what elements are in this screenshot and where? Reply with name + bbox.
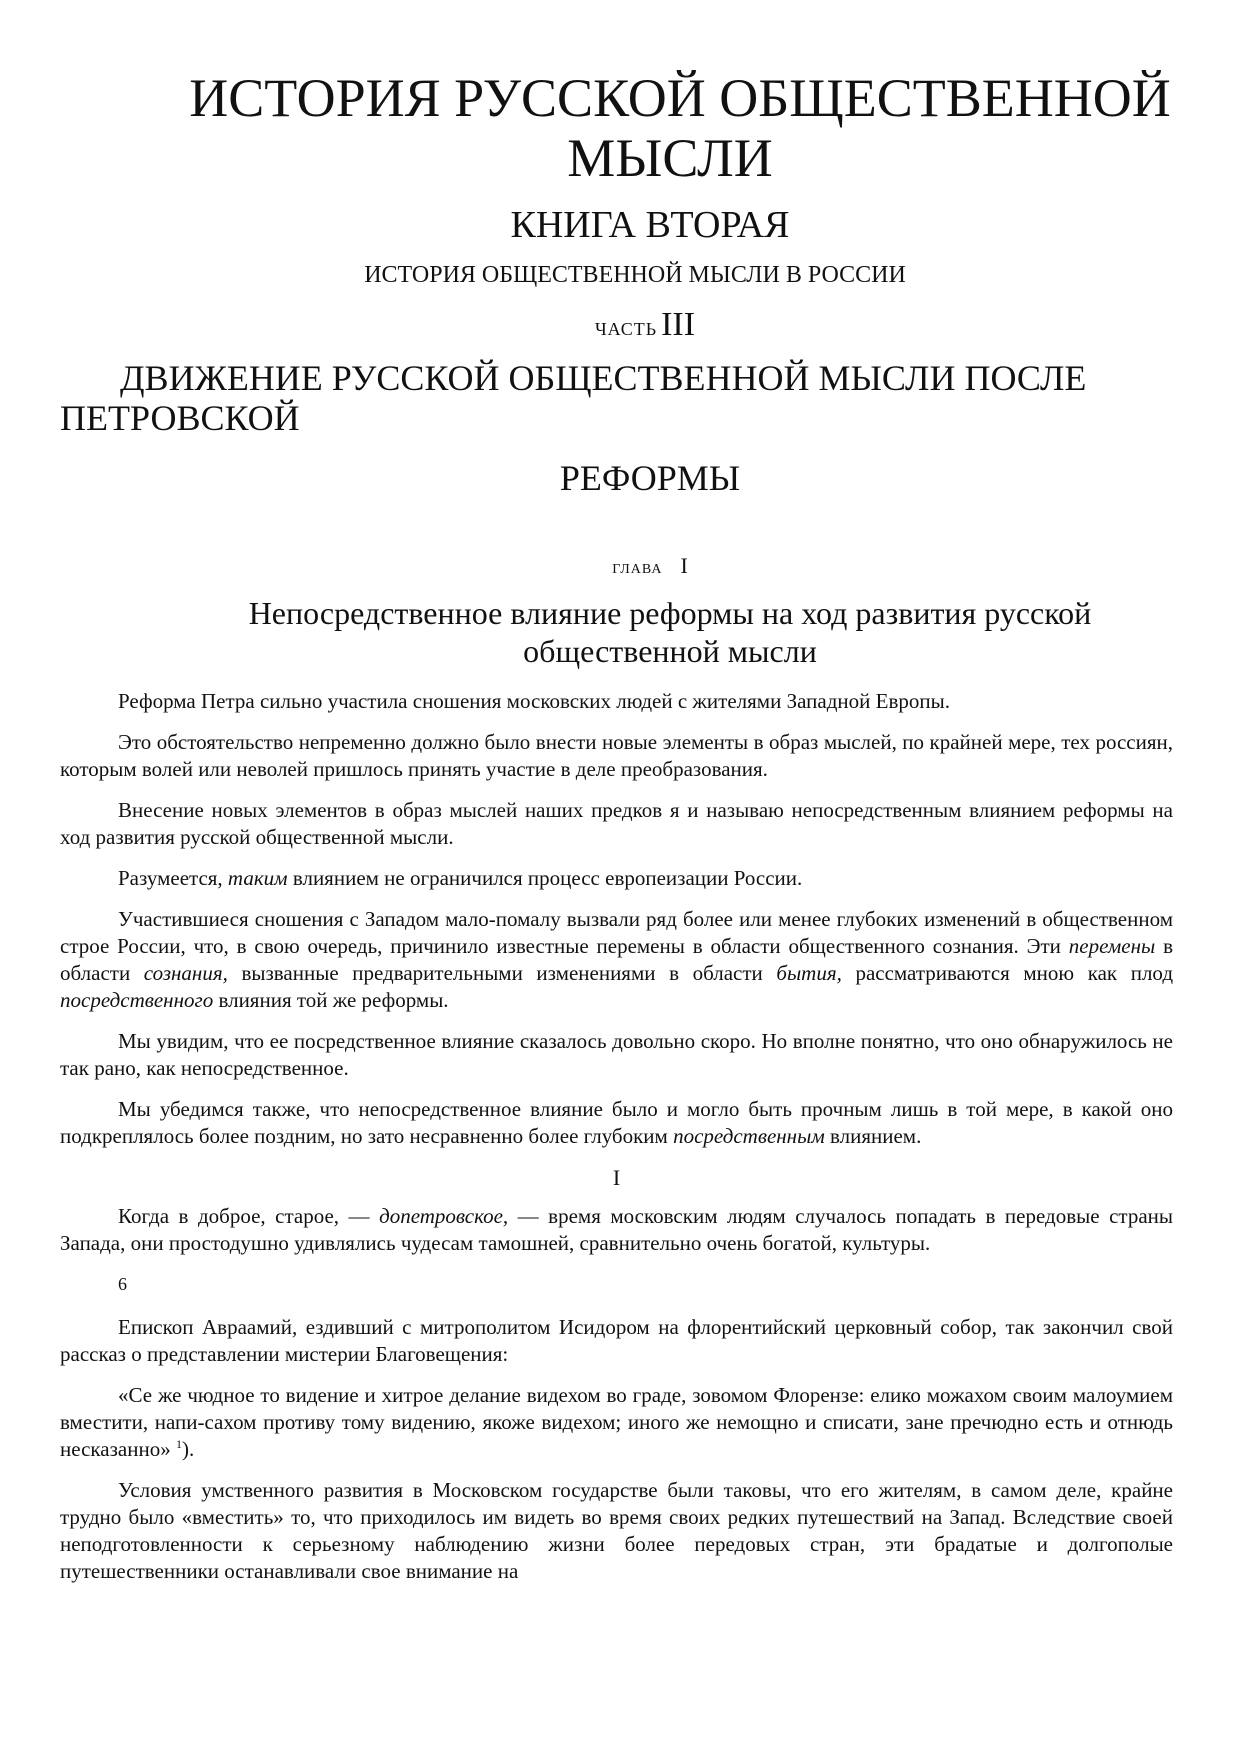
chapter-heading: [0, 553, 1240, 579]
emphasis: посредственным: [673, 1124, 825, 1148]
paragraph: Участившиеся сношения с Западом мало-помалу вызвали ряд более или менее глубоких изменений в общественном строе России, что, в свою очередь, причинило известные перемены в области общественного сознания. Эти перемены в области сознания, вызванные предварительными изменениями в области бытия, рассматриваются мною как плод посредственного влияния той же реформы.: [60, 907, 1173, 1012]
part-label: ЧАСТЬ: [594, 319, 658, 339]
part-heading: [0, 306, 1240, 344]
main-title: [0, 68, 1240, 188]
chapter-title: Непосредственное влияние реформы на ход развития русской общественной мысли: [248, 595, 1092, 669]
body-text: [60, 688, 1173, 1599]
book-heading: КНИГА ВТОРАЯ: [510, 204, 790, 246]
paragraph: Разумеется, таким влиянием не ограничился процесс европеизации России.: [118, 866, 803, 890]
paragraph: Епископ Авраамий, ездивший с митрополитом Исидором на флорентийский церковный собор, так закончил свой рассказ о представлении мистерии Благовещения:: [60, 1315, 1173, 1366]
part-title: [60, 358, 1190, 438]
subtitle-heading: ИСТОРИЯ ОБЩЕСТВЕННОЙ МЫСЛИ В РОССИИ: [364, 262, 906, 288]
main-title-line-2: МЫСЛИ: [567, 128, 773, 188]
emphasis: посредственного: [60, 988, 214, 1012]
paragraph: Мы увидим, что ее посредственное влияние сказалось довольно скоро. Но вполне понятно, что оно обнаружилось не так рано, как непосредственное.: [60, 1029, 1173, 1080]
paragraph: Мы убедимся также, что непосредственное влияние было и могло быть прочным лишь в той мере, в какой оно подкреплялось более поздним, но зато несравненно более глубоким посредственным влиянием.: [60, 1097, 1173, 1148]
chapter-label: ГЛАВА: [612, 562, 663, 577]
emphasis: перемены: [1068, 934, 1156, 958]
chapter-number: I: [680, 553, 688, 578]
paragraph: Когда в доброе, старое, — допетровское, — время московским людям случалось попадать в передовые страны Запада, они простодушно удивлялись чудесам тамошней, сравнительно очень богатой, культуры.: [60, 1204, 1173, 1255]
part-title-line-3: РЕФОРМЫ: [559, 458, 741, 498]
paragraph: Это обстоятельство непременно должно было внести новые элементы в образ мыслей, по крайней мере, тех россиян, которым волей или неволей пришлось принять участие в деле преобразования.: [60, 730, 1173, 781]
emphasis: таким: [227, 866, 288, 890]
emphasis: сознания,: [143, 961, 228, 985]
paragraph: Внесение новых элементов в образ мыслей наших предков я и называю непосредственным влиянием реформы на ход развития русской общественной мысли.: [60, 798, 1173, 849]
footnote-ref[interactable]: 1: [175, 1437, 182, 1451]
part-title-line-2: ПЕТРОВСКОЙ: [60, 398, 300, 438]
page-number: 6: [118, 1274, 127, 1294]
paragraph: Условия умственного развития в Московском государстве были таковы, что его жителям, в самом деле, крайне трудно было «вместить» то, что приходилось им видеть во время своих редких путешествий на Запад. Вследствие своей неподготовленности к серьезному наблюдению жизни более передовых стран, эти брадатые и долгополые путешественники останавливали свое внимание на: [60, 1478, 1173, 1583]
quote-paragraph: «Се же чюдное то видение и хитрое делание видехом во граде, зовомом Флорензе: елико можахом своим малоумием вместити, напи-сахом противу тому видению, якоже видехом; иного же немощно и списати, зане пречюдно есть и отнюдь несказанно» $^1$).: [60, 1383, 1173, 1461]
emphasis: бытия,: [776, 961, 842, 985]
paragraph: Реформа Петра сильно участила сношения московских людей с жителями Западной Европы.: [118, 689, 950, 713]
main-title-line-1: ИСТОРИЯ РУССКОЙ ОБЩЕСТВЕННОЙ: [189, 68, 1171, 128]
part-title-line-1: ДВИЖЕНИЕ РУССКОЙ ОБЩЕСТВЕННОЙ МЫСЛИ ПОСЛЕ: [120, 358, 1087, 398]
section-number: I: [612, 1165, 621, 1190]
emphasis: допетровское,: [379, 1204, 509, 1228]
part-number: III: [661, 306, 696, 343]
